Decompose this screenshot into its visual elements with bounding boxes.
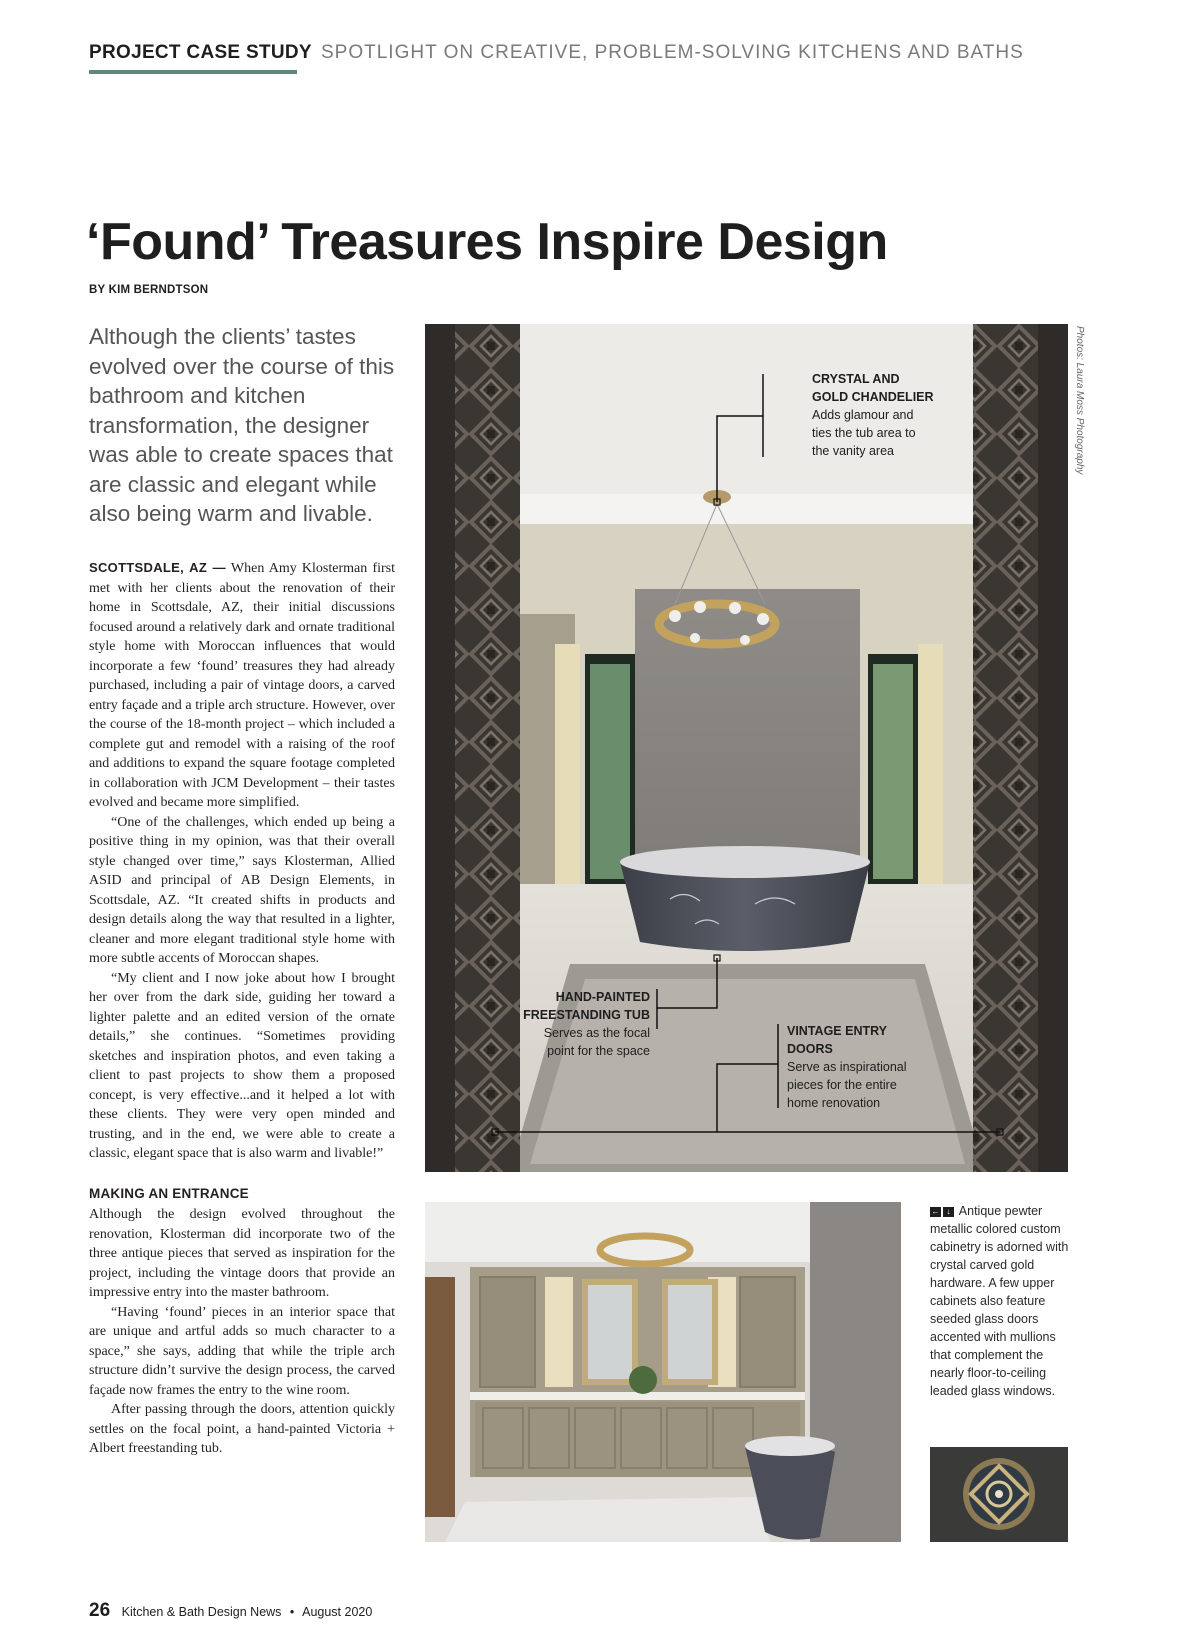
article-dek: Although the clients’ tastes evolved over the course of this bathroom and kitchen transformation, the designer was able to create spaces that are classic and elegant while also being warm and livable. [89,324,395,526]
issue-date: August 2020 [302,1605,373,1619]
body-paragraph: SCOTTSDALE, AZ — When Amy Klosterman first met with her clients about the renovation of their home in Scottsdale, AZ, their initial discussions focused around a relatively dark and ornate traditional style home with Moroccan influences that would incorporate a few ‘found’ treasures they had already purchased, including a pair of vintage doors, a carved entry façade and a triple arch structure. However, over the course of the 18-month project – which included a complete gut and remodel with a raising of the roof and additions to expand the square footage completed in collaboration with JCM Development – their tastes evolved and became more simplified. [89,560,395,810]
left-arrow-icon: ← [931,1206,940,1216]
body-paragraph: Although the design evolved throughout the renovation, Klosterman did incorporate two of the three antique pieces that served as inspiration for the project, including the vintage doors that provide an impressive entry into the master bathroom. [89,1207,395,1300]
body-paragraph: “My client and I now joke about how I brought her over from the dark side, guiding her toward a lighter palette and an edited version of the ornate details,” she continues. “Sometimes providing sketches and inspiration photos, and even taking a client to past projects to show them a proposed concept, is very effective...and it helped a lot with these clients. They were very open minded and trusting, and in the end, we were able to create a classic, elegant space that is also warm and livable!” [89,970,395,1161]
body-paragraph: “Having ‘found’ pieces in an interior space that are unique and artful adds so much character to a space,” she says, adding that while the triple arch structure didn’t survive the design process, the carved façade now frames the entry to the wine room. [89,1304,395,1398]
vanity-caption [930,1202,1072,1400]
bathroom-main-photo [425,324,1068,1172]
hardware-detail-photo [930,1447,1068,1542]
dateline: SCOTTSDALE, AZ — [89,560,226,575]
down-arrow-icon: ↓ [943,1207,954,1217]
section-tagline: SPOTLIGHT ON CREATIVE, PROBLEM-SOLVING KITCHENS AND BATHS [321,42,1024,63]
page-number: 26 [89,1600,111,1621]
footer-separator: • [289,1605,295,1619]
publication-name: Kitchen & Bath Design News [121,1605,282,1619]
article-byline: BY KIM BERNDTSON [89,284,209,296]
article-title: ‘Found’ Treasures Inspire Design [86,213,888,271]
body-paragraph: “One of the challenges, which ended up being a positive thing in my opinion, was that their overall style changed over time,” says Klosterman, Allied ASID and principal of AB Design Elements, in Scottsdale, AZ. “It created shifts in products and design details along the way that resulted in a lighter, cleaner and more elegant traditional style home with more subtle accents of Moroccan shapes. [89,814,395,966]
photo-credit: Photos: Laura Moss Photography [1074,326,1085,475]
caption-text: Antique pewter metallic colored custom cabinetry is adorned with crystal carved gold hardware. A few upper cabinets also feature seeded glass doors accented with mullions that complement the nearly floor-to-ceiling leaded glass windows. [930,1204,1069,1398]
article-body [89,558,395,1459]
chandelier-callout: CRYSTAL AND GOLD CHANDELIER Adds glamour and ties the tub area to the vanity area [812,372,934,458]
body-paragraph: After passing through the doors, attention quickly settles on the focal point, a hand-painted Victoria + Albert freestanding tub. [89,1402,395,1456]
section-label: PROJECT CASE STUDY [89,42,312,63]
page-footer [89,1600,372,1622]
vanity-photo [425,1202,901,1542]
section-underline [89,70,297,74]
subhead: MAKING AN ENTRANCE [89,1185,249,1201]
doors-callout: VINTAGE ENTRY DOORS Serve as inspirational pieces for the entire home renovation [787,1024,907,1110]
tub-callout: HAND-PAINTED FREESTANDING TUB Serves as the focal point for the space [523,990,650,1058]
